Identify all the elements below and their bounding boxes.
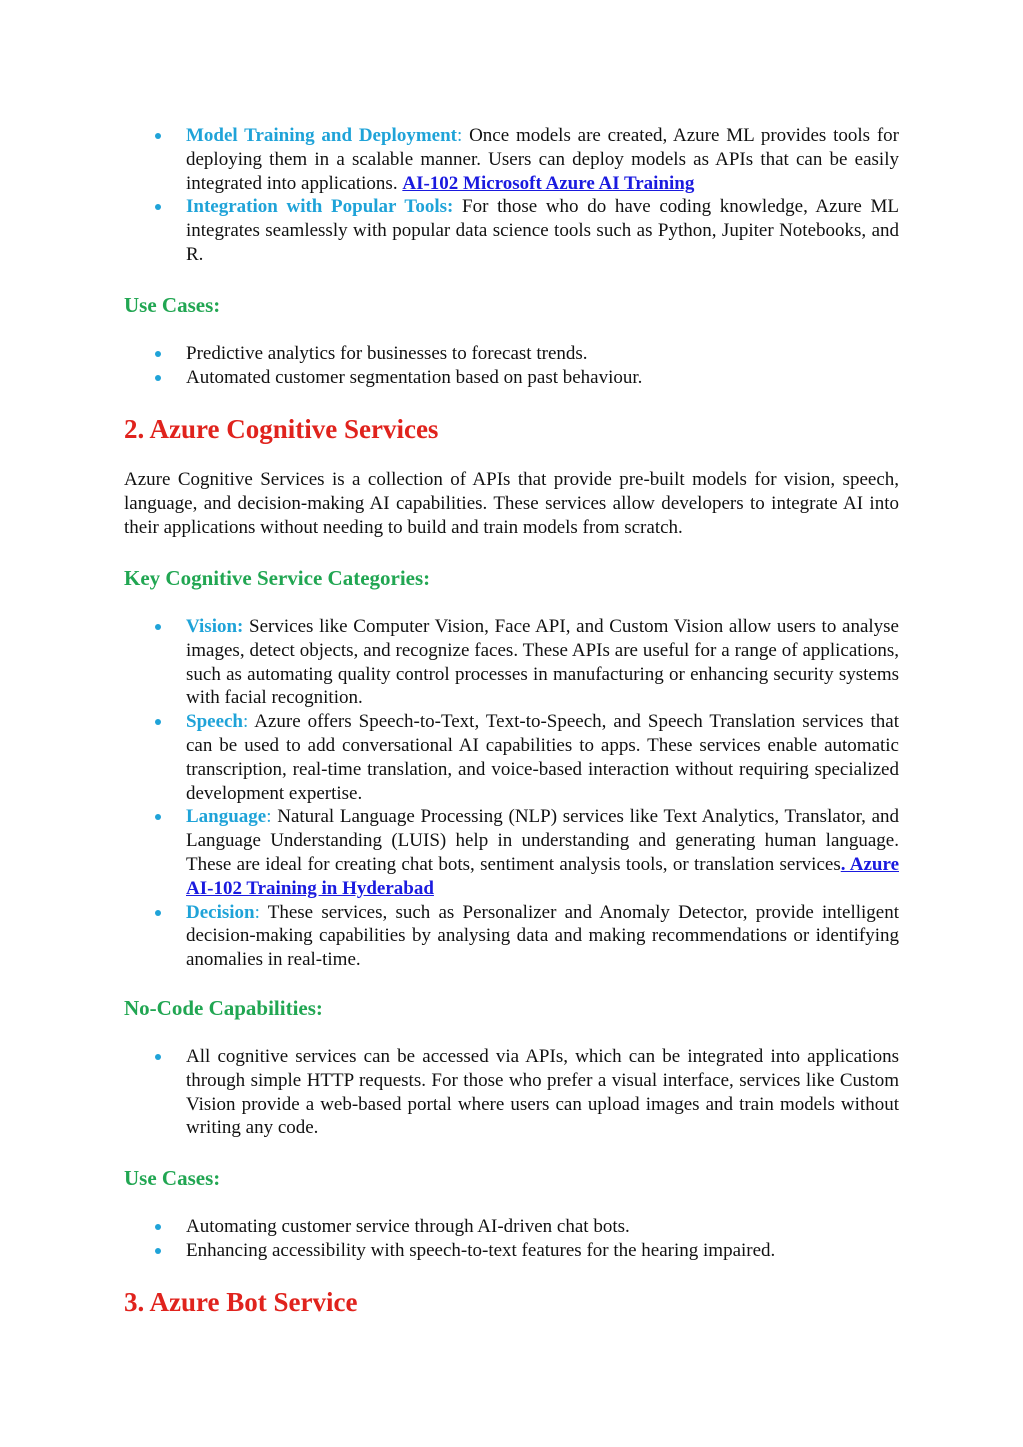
- use-cases-list-2: [124, 1215, 899, 1263]
- use-cases-section-1: [124, 292, 899, 318]
- list-item: [124, 1045, 899, 1140]
- no-code-heading: No-Code Capabilities:: [124, 996, 323, 1020]
- bullet-icon: [155, 1248, 161, 1254]
- list-item: [124, 615, 899, 710]
- hyderabad-training-link[interactable]: . Azure AI-102 Training in Hyderabad: [186, 853, 899, 899]
- use-cases-section-2: [124, 1165, 899, 1191]
- bullet-icon: [155, 204, 161, 210]
- item-label: Speech: [186, 711, 243, 733]
- bullet-icon: [155, 814, 161, 820]
- ml-features-list: [124, 124, 899, 267]
- list-item: [124, 805, 899, 900]
- bullet-icon: [155, 624, 161, 630]
- section-heading: 2. Azure Cognitive Services: [124, 414, 439, 444]
- item-text: Natural Language Processing (NLP) services like Text Analytics, Translator, and Language Understanding (LUIS) help in understanding and generating human language. These are ideal for creating chat bots, sentiment analysis tools, or translation services: [186, 806, 899, 875]
- item-text: These services, such as Personalizer and Anomaly Detector, provide intelligent decision-making capabilities by analysing data and making recommendations or identifying anomalies in real-time.: [186, 901, 899, 971]
- no-code-heading-wrap: [124, 995, 899, 1021]
- bullet-icon: [155, 1054, 161, 1060]
- item-text: Automated customer segmentation based on past behaviour.: [186, 366, 643, 388]
- list-item: [124, 901, 899, 972]
- bullet-icon: [155, 351, 161, 357]
- bullet-icon: [155, 133, 161, 139]
- list-item: [124, 195, 899, 266]
- item-label-separator: :: [243, 711, 249, 733]
- bullet-icon: [155, 375, 161, 381]
- item-text: Automating customer service through AI-driven chat bots.: [186, 1216, 630, 1237]
- item-label: Integration with Popular Tools:: [186, 196, 454, 218]
- list-item: [124, 1239, 899, 1263]
- item-label-separator: :: [254, 901, 260, 923]
- use-cases-heading: Use Cases:: [124, 1166, 221, 1190]
- section-heading: 3. Azure Bot Service: [124, 1287, 358, 1317]
- item-label-separator: :: [456, 125, 463, 146]
- item-text: Azure offers Speech-to-Text, Text-to-Speech, and Speech Translation services that can be used to add conversational AI capabilities to apps. These services enable automatic transcription, real-time translation, and voice-based interaction without requiring specialized development expertise.: [186, 711, 899, 804]
- item-text: Services like Computer Vision, Face API, and Custom Vision allow users to analyse images, detect objects, and recognize faces. These APIs are useful for a range of applications, such as automating quality control processes in manufacturing or enhancing security systems with facial recognition.: [186, 616, 899, 709]
- list-item: [124, 710, 899, 805]
- item-label-separator: :: [266, 806, 272, 828]
- list-item: [124, 1215, 899, 1239]
- section-3-heading-wrap: [124, 1286, 899, 1318]
- key-categories-list: [124, 615, 899, 972]
- no-code-list: [124, 1045, 899, 1140]
- key-categories-heading-wrap: [124, 565, 899, 591]
- section-2-intro-wrap: [124, 468, 899, 539]
- item-text: Predictive analytics for businesses to forecast trends.: [186, 343, 588, 364]
- section-2-heading-wrap: [124, 413, 899, 445]
- bullet-icon: [155, 719, 161, 725]
- key-categories-heading: Key Cognitive Service Categories:: [124, 566, 431, 590]
- item-label: Decision: [186, 901, 255, 923]
- bullet-icon: [155, 910, 161, 916]
- section-intro: Azure Cognitive Services is a collection of APIs that provide pre-built models for vision, speech, language, and decision-making AI capabilities. These services allow developers to integrate AI into their applications without needing to build and train models from scratch.: [124, 469, 899, 538]
- item-label: Language: [186, 806, 267, 828]
- list-item: [124, 342, 899, 366]
- item-label: Vision:: [186, 616, 244, 637]
- list-item: [124, 366, 899, 390]
- list-item: [124, 124, 899, 195]
- item-text: Once models are created, Azure ML provides tools for deploying them in a scalable manner. Users can deploy models as APIs that can be easily integrated into applications.: [186, 125, 899, 194]
- item-text: All cognitive services can be accessed via APIs, which can be integrated into applications through simple HTTP requests. For those who prefer a visual interface, services like Custom Vision provide a web-based portal where users can upload images and train models without writing any code.: [186, 1046, 899, 1139]
- item-label: Model Training and Deployment: [186, 125, 457, 146]
- use-cases-heading: Use Cases:: [124, 293, 221, 317]
- use-cases-list-1: [124, 342, 899, 390]
- item-text: For those who do have coding knowledge, Azure ML integrates seamlessly with popular data science tools such as Python, Jupiter Notebooks, and R.: [186, 196, 899, 265]
- item-text: Enhancing accessibility with speech-to-text features for the hearing impaired.: [186, 1239, 776, 1261]
- bullet-icon: [155, 1224, 161, 1230]
- training-link[interactable]: AI-102 Microsoft Azure AI Training: [402, 172, 695, 194]
